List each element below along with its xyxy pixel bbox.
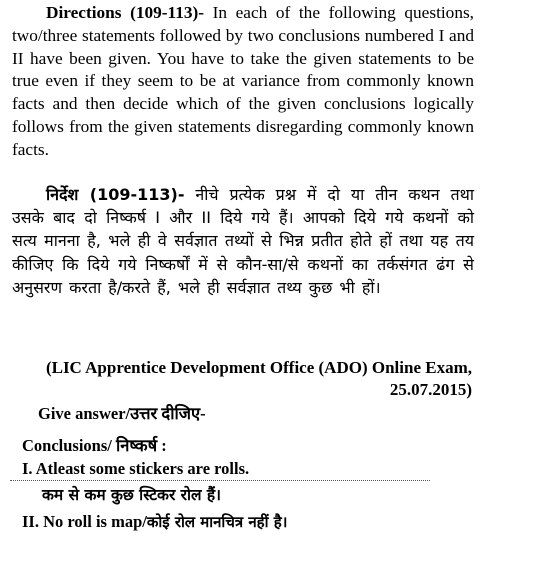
conclusions-label: Conclusions/ निष्कर्ष : xyxy=(22,436,167,455)
directions-heading-en: Directions (109-113)- xyxy=(46,3,205,22)
directions-english xyxy=(12,2,474,162)
conclusion-2-hi: कोई रोल मानचित्र नहीं है। xyxy=(146,513,288,531)
give-answer-label: Give answer/उत्तर दीजिए- xyxy=(38,404,206,423)
directions-body-en: In each of the following questions, two/three statements followed by two conclusions numbered I and II have been given. You have to take the given statements to be true even if they seem to be at variance from commonly known facts and then decide which of the given conclusions logically follows from the given statements disregarding commonly known facts. xyxy=(12,3,474,159)
conclusion-2 xyxy=(22,512,287,532)
directions-heading-hi: निर्देश (109-113)- xyxy=(46,185,185,204)
directions-body-hi: नीचे प्रत्येक प्रश्न में दो या तीन कथन तथा उसके बाद दो निष्कर्ष I और II दिये गये हैं। आपको दिये गये कथनों को सत्य मानना है, भले ही वे सर्वज्ञात तथ्यों से भिन्न प्रतीत होते हों तथा यह तय कीजिए कि दिये गये निष्कर्षों में से कौन-सा/से कथनों का तर्कसंगत ढंग से अनुसरण करता है/करते हैं, भले ही सर्वज्ञात तथ्य कुछ भी हों। xyxy=(12,185,474,297)
conclusion-1-hi: कम से कम कुछ स्टिकर रोल हैं। xyxy=(42,486,222,504)
conclusion-2-en: II. No roll is map/ xyxy=(22,512,147,531)
dotted-divider xyxy=(10,480,430,481)
exam-source: (LIC Apprentice Development Office (ADO) Online Exam, 25.07.2015) xyxy=(45,358,472,399)
directions-hindi xyxy=(12,183,474,299)
conclusion-1-en: I. Atleast some stickers are rolls. xyxy=(22,459,250,478)
